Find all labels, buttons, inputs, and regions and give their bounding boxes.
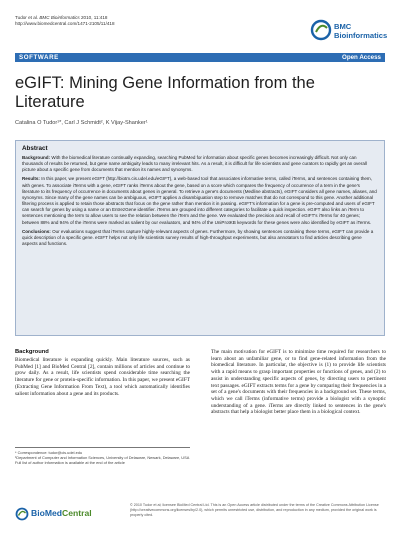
left-column-text: Biomedical literature is expanding quickly. Main literature sources, such as PubMed [1] and BioMed Central [2], contain millions of articles and continue to grow daily. As a result, life scientists spend considerable time searching the literature for gene or protein-specific information. In this paper, we present eGIFT (Extracting Gene Information From Text), a tool which automatically identifies salient information about a gene and its products. [15, 357, 190, 397]
article-type: SOFTWARE [19, 54, 59, 61]
abstract-conclusions: Conclusions: Our evaluations suggest that iTerms capture highly-relevant aspects of genes. Furthermore, by showing sentences containing these terms, eGIFT can provide a quick description of a specific gene. eGIFT helps not only life scientists survey results of high-throughput experiments, but also annotators to find articles describing gene aspects and functions. [22, 228, 374, 247]
logo-swirl-icon [310, 18, 332, 42]
abstract-box [15, 140, 385, 336]
author-list: Catalina O Tudor¹*, Carl J Schmidt², K Vijay-Shanker¹ [15, 120, 148, 126]
logo-text: BMC Bioinformatics [334, 22, 388, 40]
right-column [211, 349, 386, 416]
license-text: © 2010 Tudor et al; licensee BioMed Central Ltd. This is an Open Access article distributed under the terms of the Creative Commons Attribution License (http://creativecommons.org/licenses/by/2.0), which permits unrestricted use, distribution, and reproduction in any medium, provided the original work is properly cited. [130, 503, 379, 517]
background-heading: Background [15, 349, 49, 355]
footnotes [15, 447, 190, 465]
biomed-central-logo [15, 507, 95, 521]
open-access-label: Open Access [342, 54, 381, 61]
article-type-banner [15, 53, 385, 62]
left-column [15, 349, 190, 397]
citation-line: Tudor et al. BMC Bioinformatics 2010, 11:418 [15, 15, 108, 20]
biomed-swirl-icon [15, 507, 29, 521]
abstract-heading: Abstract [22, 145, 48, 152]
article-url[interactable]: http://www.biomedcentral.com/1471-2105/11/418 [15, 21, 115, 26]
correspondence-note: * Correspondence: tudor@cis.udel.edu [15, 450, 83, 455]
abstract-results: Results: In this paper, we present eGIFT (http://biotm.cis.udel.edu/eGIFT), a web-based tool that associates informative terms, called iTerms, and sentences containing them, with genes. To associate iTerms with a gene, eGIFT ranks iTerms about the gene, based on a score which compares the frequency of occurrence of a term in the gene's literature to its frequency of occurrence in documents about genes in general. To retrieve a gene's documents (Medline abstracts), eGIFT considers all gene names, aliases, and synonyms. Since many of the gene names can be ambiguous, eGIFT applies a disambiguation step to remove matches that do not correspond to this gene. Another additional filtering process is applied to retain those abstracts that focus on the gene rather than mention it in passing. eGIFT's information for a gene is pre-computed and users of eGIFT can search for genes by using a name or an EntrezGene identifier. iTerms are grouped into different categories to facilitate a quick inspection. eGIFT also links an iTerm to sentences mentioning the term to allow users to see the relation between the iTerm and the gene. We evaluated the precision and recall of eGIFT's iTerms for 40 genes; between 88% and 94% of the iTerms were marked as salient by our evaluators, and 94% of the UniProtKB keywords for these genes were also identified by eGIFT as iTerms. [22, 176, 377, 225]
right-column-text: The main motivation for eGIFT is to minimize time required for researchers to learn about an unfamiliar gene, or to find gene-related information from the biomedical literature. In particular, the objective is (1) to provide life scientists with a rapid means to grasp important properties or functions of genes, and (2) to assist in understanding specific aspects of genes, by directing users to pertinent text passages. eGIFT extracts terms for a gene by comparing their frequencies in a set of a gene's documents with their frequencies in a background set. These terms, which we call iTerms (informative terms) provide a biologist with a synoptic understanding of a gene. iTerms are directly linked to sentences in the gene's abstracts that help a biologist better place them in a biological context. [211, 349, 386, 416]
affiliation-note: ¹Department of Computer and Information Sciences, University of Delaware, Newark, Delaware, USA [15, 455, 190, 460]
more-info-note: Full list of author information is available at the end of the article [15, 460, 125, 465]
abstract-background: Background: With the biomedical literature continually expanding, searching PubMed for information about specific genes becomes increasingly difficult. Not only can thousands of results be returned, but gene name ambiguity leads to many irrelevant hits. As a result, it is difficult for life scientists and gene curators to rapidly get an overall picture about a specific gene from documents that mention its names and synonyms. [22, 155, 367, 173]
bmc-bioinformatics-logo [310, 18, 388, 46]
article-title: eGIFT: Mining Gene Information from the Literature [15, 74, 315, 111]
citation-header [15, 15, 315, 27]
brand-name: BioMedCentral [31, 508, 92, 518]
